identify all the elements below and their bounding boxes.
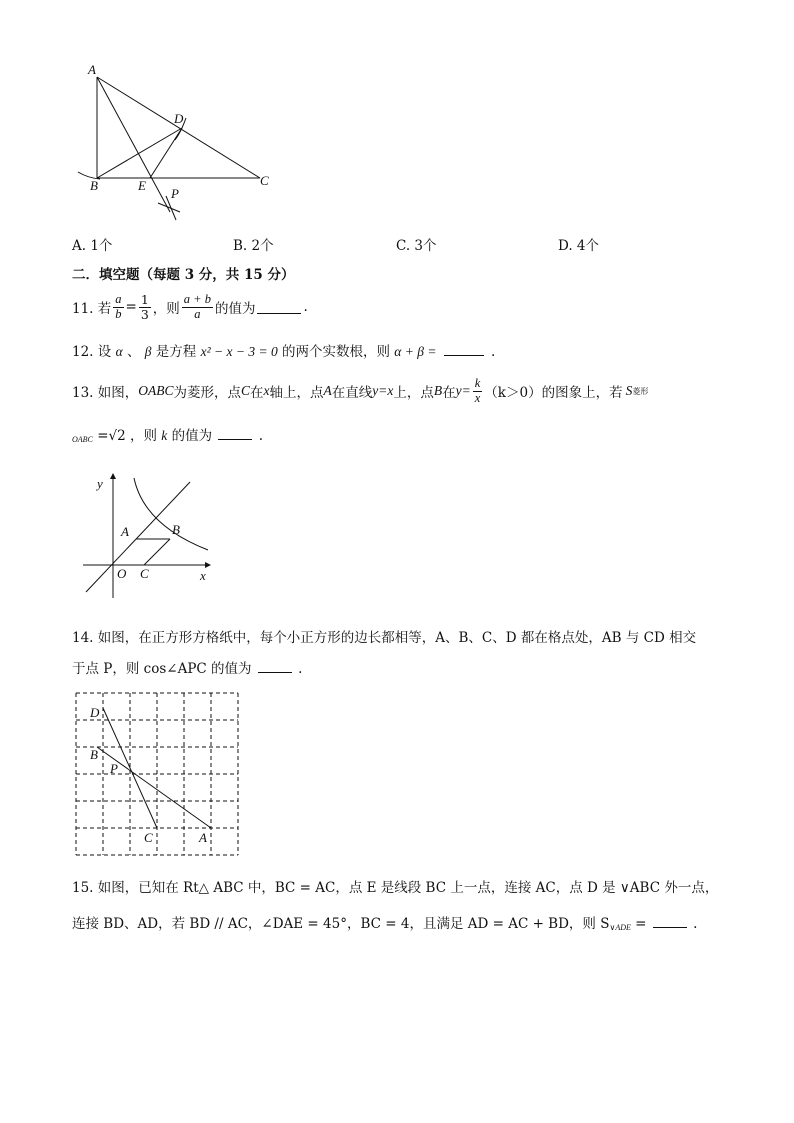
q11-frac-ab (113, 293, 123, 320)
q11-frac-apb (182, 293, 213, 320)
q15-line2-text: 连接 BD、AD，若 BD // AC，∠DAE = 45°，BC = 4，且满足 AD = AC + BD，则 S (72, 916, 610, 932)
q11-frac2-den: 3 (140, 306, 149, 322)
label-p: P (171, 186, 179, 201)
q11-frac-13 (139, 293, 151, 320)
q13-frac-num: k (474, 376, 481, 391)
q12-text-c: 的两个实数根，则 (282, 344, 390, 360)
dashed-grid (76, 693, 238, 855)
label-d: D (174, 111, 184, 126)
q13-text-b: 为菱形，点 (173, 385, 242, 401)
rhombus-cb (144, 539, 170, 565)
q11-frac1-den: b (115, 306, 122, 321)
option-b: B. 2个 (233, 238, 274, 254)
option-d: D. 4个 (558, 238, 600, 254)
q13-oabc: OABC (138, 383, 174, 398)
q12-expression: α + β = (394, 344, 437, 359)
q11-mid: ，则 (152, 301, 180, 317)
label-c: C (144, 830, 153, 845)
label-c: C (260, 173, 269, 188)
question-11 (72, 287, 308, 327)
q11-frac1-num: a (115, 292, 122, 307)
option-a: A. 1个 (72, 238, 113, 254)
q12-text-b: 是方程 (155, 344, 197, 360)
q13-line2-text: ，则 (130, 428, 157, 444)
q11-answer-blank[interactable] (257, 301, 301, 314)
q13-line: y=x (372, 383, 394, 398)
question-13-line1 (72, 372, 648, 410)
q13-answer-blank[interactable] (218, 427, 252, 440)
q14-line2-text: 于点 P，则 cos∠APC 的值为 (72, 661, 252, 677)
option-c: C. 3个 (396, 238, 437, 254)
label-a: A (121, 524, 129, 539)
figure-q10 (70, 60, 290, 230)
q12-prefix: 12. 设 (72, 344, 112, 360)
question-14-line2 (72, 657, 302, 677)
segment-ba (97, 747, 211, 828)
label-a: A (88, 62, 96, 77)
segment-bd (97, 128, 182, 178)
q13-prefix: 13. 如图， (72, 385, 139, 401)
label-b: B (90, 178, 98, 193)
q13-text-f: 上，点 (393, 385, 434, 401)
label-o: O (117, 566, 127, 581)
segment-ac (97, 77, 260, 178)
figure-q13 (78, 470, 223, 602)
q13-frac-den: x (474, 390, 481, 405)
q11-tail: 的值为 (214, 301, 256, 317)
segment-ap (97, 77, 170, 212)
q15-line2-tail: = (630, 916, 647, 932)
label-b: B (90, 747, 98, 762)
question-12 (72, 340, 495, 360)
question-14-line1: 14. 如图，在正方形方格纸中，每个小正方形的边长都相等，A、B、C、D 都在格点处，AB 与 CD 相交 (72, 630, 697, 646)
q13-s-sub: 菱形 (632, 386, 649, 396)
q12-sep: 、 (126, 344, 141, 360)
q13-end: . (258, 428, 263, 444)
q13-line2-eq: =√2 (97, 428, 126, 444)
label-e: E (138, 178, 146, 193)
q13-text-e: 在直线 (331, 385, 373, 401)
label-d: D (90, 705, 100, 720)
q12-end: . (491, 344, 496, 360)
q11-frac3-num: a + b (183, 292, 211, 307)
q13-b: B (433, 383, 443, 398)
q14-answer-blank[interactable] (258, 660, 292, 673)
label-p: P (110, 761, 118, 776)
label-y: y (97, 476, 103, 491)
line-y-eq-x (86, 482, 190, 592)
q11-frac3-den: a (194, 306, 201, 321)
q13-text-g: 在 (442, 385, 456, 401)
q12-beta: β (144, 344, 152, 359)
q11-end: . (303, 299, 308, 315)
q13-line2-sub: OABC (72, 435, 93, 444)
q13-frac-kx (473, 377, 483, 404)
label-x: x (200, 568, 206, 583)
question-15-line2 (72, 912, 697, 932)
q12-answer-blank[interactable] (444, 343, 484, 356)
segment-ed (150, 128, 182, 178)
q13-cond: （k＞0） (484, 385, 542, 401)
q13-line2-k: k (161, 428, 168, 443)
q13-text-c: 在 (250, 385, 264, 401)
q15-line2-sub: ∨ADE (609, 923, 631, 932)
label-c: C (140, 566, 149, 581)
label-b: B (172, 522, 180, 537)
q15-end: . (693, 916, 698, 932)
q12-equation: x² − x − 3 = 0 (200, 344, 278, 359)
figure-q14 (70, 688, 242, 860)
q13-c: C (241, 383, 251, 398)
question-15-line1: 15. 如图，已知在 Rt△ ABC 中，BC = AC，点 E 是线段 BC 上一点，连接 AC，点 D 是 ∨ABC 外一点， (72, 880, 719, 896)
q11-eq: = (125, 299, 137, 315)
q13-text-h: 的图象上，若 (541, 385, 623, 401)
q13-s: S (625, 383, 633, 398)
q12-alpha: α (115, 344, 123, 359)
q13-text-d: 轴上，点 (269, 385, 324, 401)
q13-y: y= (455, 383, 471, 398)
q13-x: x (263, 383, 270, 398)
q13-a: A (323, 383, 332, 398)
q15-answer-blank[interactable] (653, 915, 687, 928)
label-a: A (199, 830, 207, 845)
question-13-line2 (72, 424, 263, 444)
q14-end: . (298, 661, 303, 677)
q11-frac2-num: 1 (140, 292, 149, 308)
section-title: 二．填空题（每题 3 分，共 15 分） (72, 267, 295, 283)
q13-line2-tail: 的值为 (171, 428, 213, 444)
q11-prefix: 11. 若 (72, 301, 112, 317)
